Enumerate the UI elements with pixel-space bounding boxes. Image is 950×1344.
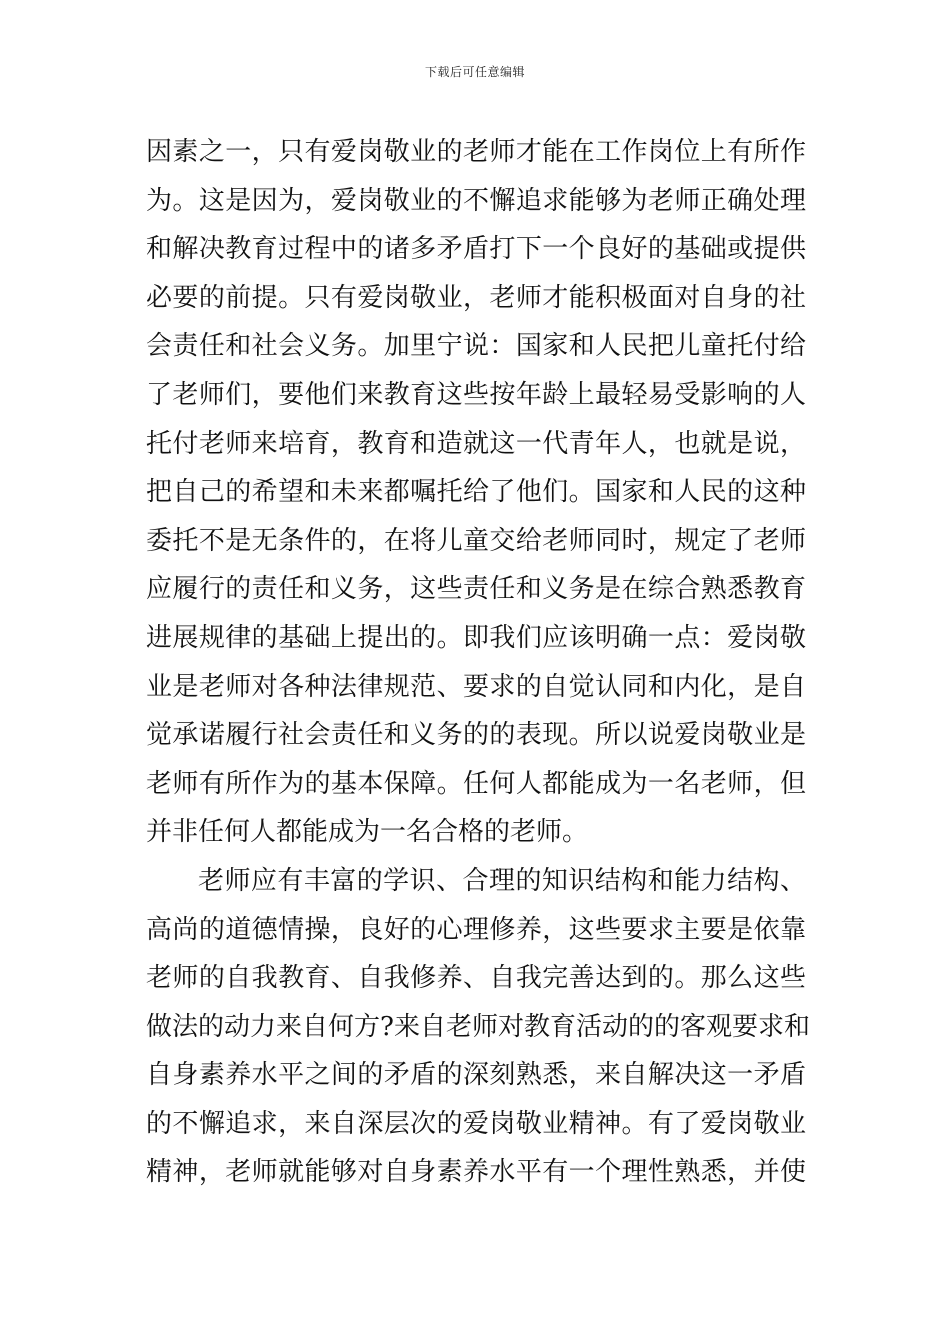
text-line: 精神，老师就能够对自身素养水平有一个理性熟悉，并使	[146, 1157, 806, 1188]
text-line: 应履行的责任和义务，这些责任和义务是在综合熟悉教育	[146, 574, 806, 605]
header-note: 下载后可任意编辑	[424, 65, 525, 79]
text-line: 会责任和社会义务。加里宁说：国家和人民把儿童托付给	[146, 331, 806, 362]
text-line: 做法的动力来自何方?来自老师对教育活动的的客观要求和	[146, 1011, 810, 1042]
text-line: 进展规律的基础上提出的。即我们应该明确一点：爱岗敬	[146, 622, 806, 653]
text-line: 业是老师对各种法律规范、要求的自觉认同和内化，是自	[146, 671, 806, 702]
text-line: 托付老师来培育，教育和造就这一代青年人，也就是说，	[146, 428, 806, 459]
text-line-paragraph-end: 并非任何人都能成为一名合格的老师。	[146, 817, 589, 848]
text-line: 必要的前提。只有爱岗敬业，老师才能积极面对自身的社	[146, 282, 806, 313]
text-line: 觉承诺履行社会责任和义务的的表现。所以说爱岗敬业是	[146, 720, 806, 751]
document-body	[146, 128, 810, 1197]
text-line: 了老师们，要他们来教育这些按年龄上最轻易受影响的人	[146, 379, 806, 410]
text-line: 因素之一，只有爱岗敬业的老师才能在工作岗位上有所作	[146, 137, 806, 167]
text-line: 老师有所作为的基本保障。任何人都能成为一名老师，但	[146, 768, 806, 799]
text-line: 和解决教育过程中的诸多矛盾打下一个良好的基础或提供	[146, 234, 806, 265]
text-line: 老师的自我教育、自我修养、自我完善达到的。那么这些	[146, 963, 806, 994]
text-line-paragraph-start: 老师应有丰富的学识、合理的知识结构和能力结构、	[198, 865, 806, 896]
text-line: 的不懈追求，来自深层次的爱岗敬业精神。有了爱岗敬业	[146, 1108, 806, 1139]
text-line: 高尚的道德情操，良好的心理修养，这些要求主要是依靠	[146, 914, 806, 945]
text-line: 自身素养水平之间的矛盾的深刻熟悉，来自解决这一矛盾	[146, 1060, 806, 1091]
text-line: 把自己的希望和未来都嘱托给了他们。国家和人民的这种	[146, 477, 806, 508]
text-line: 委托不是无条件的，在将儿童交给老师同时，规定了老师	[146, 525, 806, 556]
text-line: 为。这是因为，爱岗敬业的不懈追求能够为老师正确处理	[146, 185, 806, 216]
